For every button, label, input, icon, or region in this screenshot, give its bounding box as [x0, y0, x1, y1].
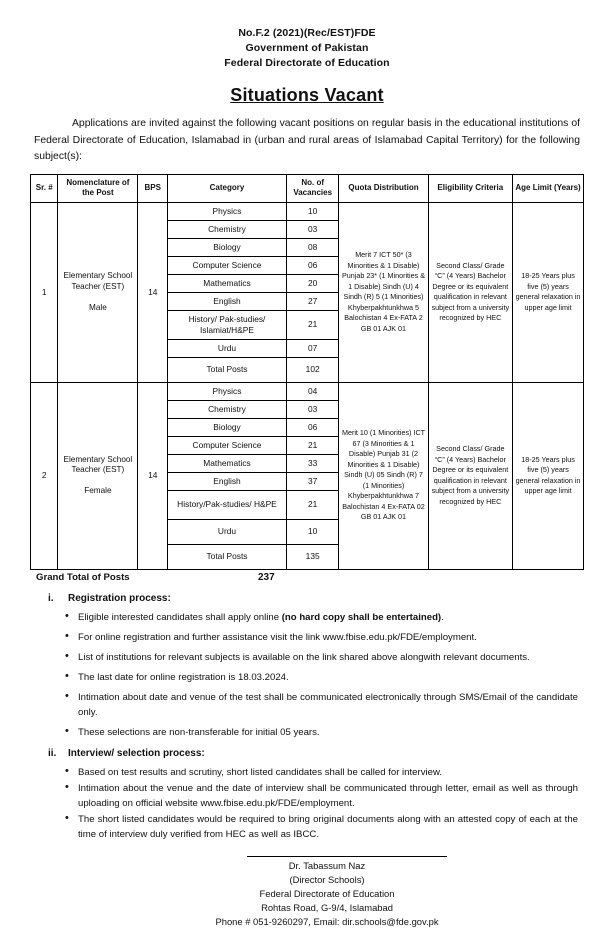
table-row [31, 382, 584, 400]
table-body [31, 202, 584, 569]
cell-bps: 14 [138, 382, 168, 569]
cell-vacancies: 06 [286, 418, 339, 436]
cell-total-label: Total Posts [168, 357, 287, 382]
section-number: ii. [48, 747, 57, 759]
cell-category: Biology [168, 418, 287, 436]
vacancy-table [30, 174, 584, 570]
cell-vacancies: 10 [286, 202, 339, 220]
cell-category: Computer Science [168, 436, 287, 454]
cell-vacancies: 37 [286, 472, 339, 490]
section-heading-interview [34, 748, 584, 759]
cell-nomenclature [58, 382, 138, 569]
cell-age-limit: 18-25 Years plus five (5) years general relaxation in upper age limit [513, 382, 584, 569]
registration-bullets [34, 610, 584, 740]
section-title: Interview/ selection process: [68, 747, 205, 759]
cell-category: History/Pak-studies/ H&PE [168, 490, 287, 519]
instructions [30, 593, 584, 842]
cell-eligibility: Second Class/ Grade “C” (4 Years) Bachelor Degree or its equivalent qualification in relevant subject from a university recognized by HEC [428, 202, 513, 382]
cell-vacancies: 21 [286, 490, 339, 519]
cell-vacancies: 04 [286, 382, 339, 400]
page-title: Situations Vacant [230, 85, 384, 105]
list-item: • For online registration and further assistance visit the link www.fbise.edu.pk/FDE/employment. [78, 630, 584, 645]
cell-total-label: Total Posts [168, 544, 287, 569]
cell-category: Chemistry [168, 400, 287, 418]
cell-age-limit: 18-25 Years plus five (5) years general relaxation in upper age limit [513, 202, 584, 382]
col-bps: BPS [138, 174, 168, 202]
list-item: • These selections are non-transferable for initial 05 years. [78, 725, 584, 740]
cell-vacancies: 06 [286, 256, 339, 274]
bullet-text: Eligible interested candidates shall apply online [78, 611, 282, 623]
grand-total-label: Grand Total of Posts [36, 571, 130, 583]
intro-paragraph [34, 116, 580, 166]
bullet-tail: . [441, 611, 444, 623]
cell-category: History/ Pak-studies/ Islamiat/H&PE [168, 310, 287, 339]
bullet-bold: (no hard copy shall be entertained) [281, 611, 442, 623]
cell-category: Physics [168, 202, 287, 220]
signatory-designation: (Director Schools) [289, 873, 365, 885]
post-gender: Male [89, 302, 107, 312]
list-item [78, 610, 584, 625]
cell-category: Computer Science [168, 256, 287, 274]
list-item: • List of institutions for relevant subjects is available on the link shared above alongwith relevant documents. [78, 650, 584, 665]
list-item: • The last date for online registration is 18.03.2024. [78, 670, 584, 685]
col-nomenclature: Nomenclature of the Post [58, 174, 138, 202]
grand-total-row [30, 570, 584, 583]
cell-nomenclature [58, 202, 138, 382]
col-vacancies: No. of Vacancies [286, 174, 339, 202]
cell-sr: 2 [31, 382, 58, 569]
col-age-limit: Age Limit (Years) [513, 174, 584, 202]
cell-vacancies: 27 [286, 292, 339, 310]
cell-category: Mathematics [168, 274, 287, 292]
cell-vacancies: 33 [286, 454, 339, 472]
cell-vacancies: 10 [286, 519, 339, 544]
signatory-contact: Phone # 051-9260297, Email: dir.schools@fde.gov.pk [215, 915, 439, 927]
cell-quota: Merit 7 ICT 50* (3 Minorities & 1 Disable) Punjab 23* (1 Minorities & 1 Disable) Sindh (U) 4 Sindh (R) 5 (1 Minorities) Khyberpakhtunkhwa 5 Balochistan 4 Ex-FATA 2 GB 01 AJK 01 [339, 202, 428, 382]
intro-text: Applications are invited against the following vacant positions on regular basis in the educational institutions of Federal Directorate of Education, Islamabad in (urban and rural areas of Islamabad Capital Territory) for the following subject(s): [34, 118, 580, 162]
col-eligibility: Eligibility Criteria [428, 174, 513, 202]
col-category: Category [168, 174, 287, 202]
cell-sr: 1 [31, 202, 58, 382]
cell-category: Chemistry [168, 220, 287, 238]
reference-number: No.F.2 (2021)(Rec/EST)FDE [238, 27, 376, 39]
signatory-address: Rohtas Road, G-9/4, Islamabad [261, 901, 393, 913]
section-title: Registration process: [68, 592, 171, 604]
government-line: Government of Pakistan [245, 42, 369, 54]
signatory-name: Dr. Tabassum Naz [288, 859, 366, 871]
col-sr: Sr. # [31, 174, 58, 202]
department-line: Federal Directorate of Education [224, 57, 390, 69]
interview-bullets [34, 765, 584, 842]
cell-category: Urdu [168, 339, 287, 357]
cell-eligibility: Second Class/ Grade “C” (4 Years) Bachelor Degree or its equivalent qualification in relevant subject from a university recognized by HEC [428, 382, 513, 569]
cell-vacancies: 03 [286, 220, 339, 238]
cell-category: Biology [168, 238, 287, 256]
post-gender: Female [84, 486, 112, 495]
cell-bps: 14 [138, 202, 168, 382]
post-name: Elementary School Teacher (EST) [63, 271, 133, 291]
header-block [30, 26, 584, 71]
cell-vacancies: 07 [286, 339, 339, 357]
section-number: i. [48, 592, 54, 604]
cell-vacancies: 21 [286, 436, 339, 454]
table-header-row [31, 174, 584, 202]
cell-total-vacancies: 102 [286, 357, 339, 382]
grand-total-value: 237 [258, 571, 275, 583]
signatory-office: Federal Directorate of Education [259, 887, 395, 899]
cell-category: Urdu [168, 519, 287, 544]
cell-category: Mathematics [168, 454, 287, 472]
cell-vacancies: 20 [286, 274, 339, 292]
list-item: • Based on test results and scrutiny, short listed candidates shall be called for interview. [78, 765, 584, 780]
section-heading-registration [34, 593, 584, 604]
list-item: • Intimation about the venue and the date of interview shall be communicated through letter, email as well as through uploading on official website www.fbise.edu.pk/FDE/employment. [78, 781, 584, 811]
list-item: • The short listed candidates would be required to bring original documents along with an attested copy of each at the time of interview duly verified from HEC as well as IBCC. [78, 812, 584, 842]
post-name: Elementary School Teacher (EST) [63, 454, 133, 474]
signature-block [30, 856, 584, 929]
cell-category: English [168, 292, 287, 310]
cell-total-vacancies: 135 [286, 544, 339, 569]
cell-vacancies: 08 [286, 238, 339, 256]
cell-vacancies: 21 [286, 310, 339, 339]
list-item: • Intimation about date and venue of the test shall be communicated electronically through SMS/Email of the candidate only. [78, 690, 584, 720]
cell-vacancies: 03 [286, 400, 339, 418]
cell-quota: Merit 10 (1 Minorities) ICT 67 (3 Minorities & 1 Disable) Punjab 31 (2 Minorities & 1 Disable) Sindh (U) 05 Sindh (R) 7 (1 Minorities) Khyberpakhtunkhwa 7 Balochistan 4 Ex-FATA 02 GB 01 AJK 01 [339, 382, 428, 569]
col-quota: Quota Distribution [339, 174, 428, 202]
signature-line [247, 856, 447, 857]
cell-category: Physics [168, 382, 287, 400]
table-row [31, 202, 584, 220]
cell-category: English [168, 472, 287, 490]
